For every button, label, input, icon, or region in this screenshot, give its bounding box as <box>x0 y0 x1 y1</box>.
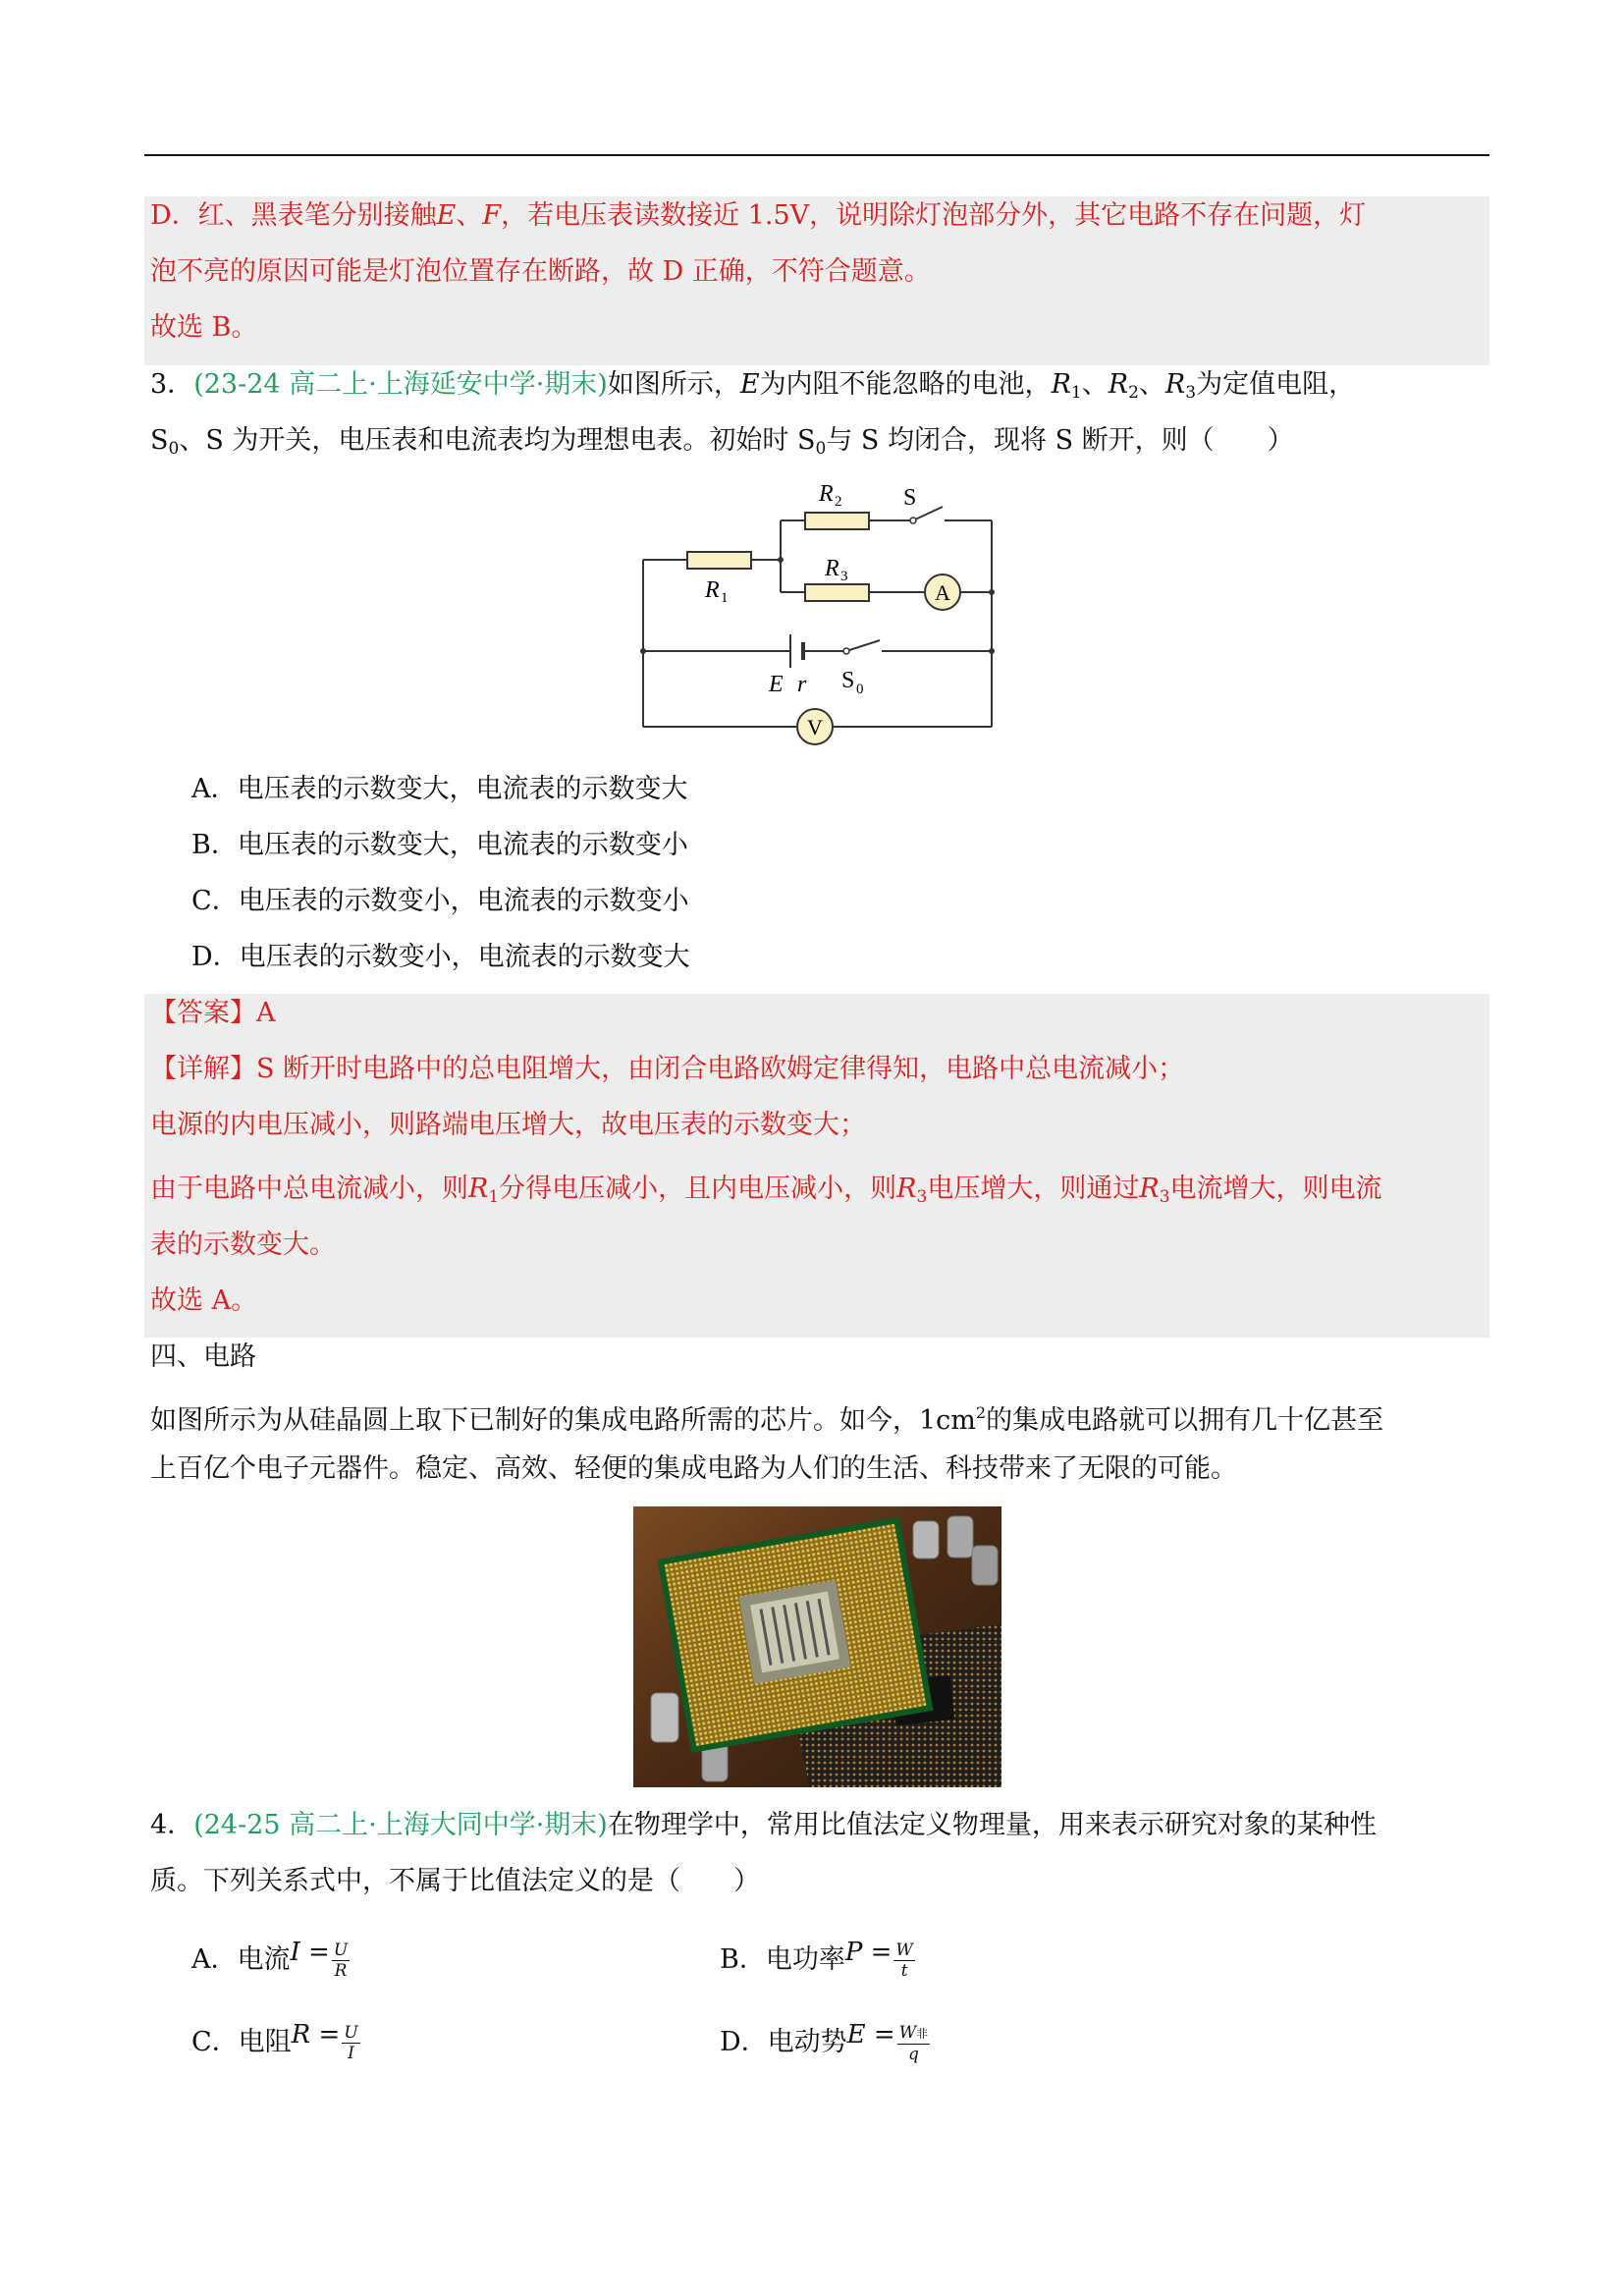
q4-stem-line1: 4．(24-25 高二上·上海大同中学·期末)在物理学中，常用比值法定义物理量，用来表示研究对象的某种性 <box>150 1810 1377 1840</box>
label-r2: R <box>819 481 834 507</box>
prev-solution-choose: 故选 B。 <box>150 312 258 343</box>
q4-option-b[interactable]: B．电功率P = $\frac{W}{t}$ <box>720 1938 913 1981</box>
label-r3: R <box>825 556 839 581</box>
section4-title: 四、电路 <box>150 1341 256 1372</box>
label-r1: R <box>705 577 720 603</box>
svg-text:3: 3 <box>840 569 848 584</box>
header-rule <box>144 154 1489 156</box>
q3-detail-line2: 电源的内电压减小，则路端电压增大，故电压表的示数变大； <box>150 1110 866 1140</box>
q3-detail-line4: 表的示数变大。 <box>150 1230 336 1260</box>
prev-solution-line2: 泡不亮的原因可能是灯泡位置存在断路，故 D 正确，不符合题意。 <box>150 256 931 287</box>
q3-stem-line2: $S_0$、S 为开关，电压表和电流表均为理想电表。初始时 $S_0$与 S 均闭合，现将 S 断开，则（ ） <box>150 425 1294 459</box>
svg-text:V: V <box>807 715 823 739</box>
circuit-diagram <box>628 469 1011 754</box>
svg-text:2: 2 <box>835 494 842 510</box>
q3-detail-line1: 【详解】S 断开时电路中的总电阻增大，由闭合电路欧姆定律得知，电路中总电流减小； <box>150 1054 1185 1084</box>
resistor-r1 <box>687 552 751 569</box>
svg-text:1: 1 <box>721 590 729 606</box>
q4-option-d[interactable]: D．电动势E = $\frac{\text{W非}}{q}$ <box>720 2020 929 2064</box>
q3-stem-line1: 3．(23-24 高二上·上海延安中学·期末)如图所示，E为内阻不能忽略的电池，$R_1$、$R_2$、$R_3$为定值电阻， <box>150 369 1356 403</box>
q3-option-c[interactable]: C．电压表的示数变小，电流表的示数变小 <box>191 886 689 916</box>
label-r: r <box>797 672 807 697</box>
prev-solution-line1: D．红、黑表笔分别接触E、F，若电压表读数接近 1.5V，说明除灯泡部分外，其它电路不存在问题，灯 <box>150 200 1367 231</box>
q3-answer-box <box>144 994 1489 1338</box>
chip-photo <box>633 1506 1001 1787</box>
label-s: S <box>903 485 917 511</box>
q3-choose: 故选 A。 <box>150 1285 258 1316</box>
label-e: E <box>769 672 784 697</box>
q3-answer: 【答案】A <box>150 998 276 1028</box>
resistor-r3 <box>805 584 869 601</box>
q4-option-a[interactable]: A．电流I = $\frac{U}{R}$ <box>191 1938 349 1981</box>
svg-text:A: A <box>935 580 950 605</box>
q4-source: (24-25 高二上·上海大同中学·期末) <box>193 1810 608 1840</box>
q3-option-a[interactable]: A．电压表的示数变大，电流表的示数变大 <box>191 774 688 804</box>
q3-detail-line3: 由于电路中总电流减小，则$R_1$分得电压减小，且内电压减小，则$R_3$电压增大，则通过$R_3$电流增大，则电流 <box>150 1174 1382 1207</box>
label-s0: S <box>841 668 855 693</box>
resistor-r2 <box>805 513 869 529</box>
section4-para-line2: 上百亿个电子元器件。稳定、高效、轻便的集成电路为人们的生活、科技带来了无限的可能。 <box>150 1453 1237 1484</box>
q3-source: (23-24 高二上·上海延安中学·期末) <box>193 369 608 400</box>
q3-option-b[interactable]: B．电压表的示数变大，电流表的示数变小 <box>191 830 688 860</box>
svg-text:0: 0 <box>856 682 864 697</box>
q3-option-d[interactable]: D．电压表的示数变小，电流表的示数变大 <box>191 942 690 972</box>
q4-option-c[interactable]: C．电阻R = $\frac{U}{I}$ <box>191 2020 358 2063</box>
section4-para-line1: 如图所示为从硅晶圆上取下已制好的集成电路所需的芯片。如今，$1cm^2$的集成电路就可以拥有几十亿甚至 <box>150 1403 1384 1436</box>
q4-stem-line2: 质。下列关系式中，不属于比值法定义的是（ ） <box>150 1866 760 1896</box>
